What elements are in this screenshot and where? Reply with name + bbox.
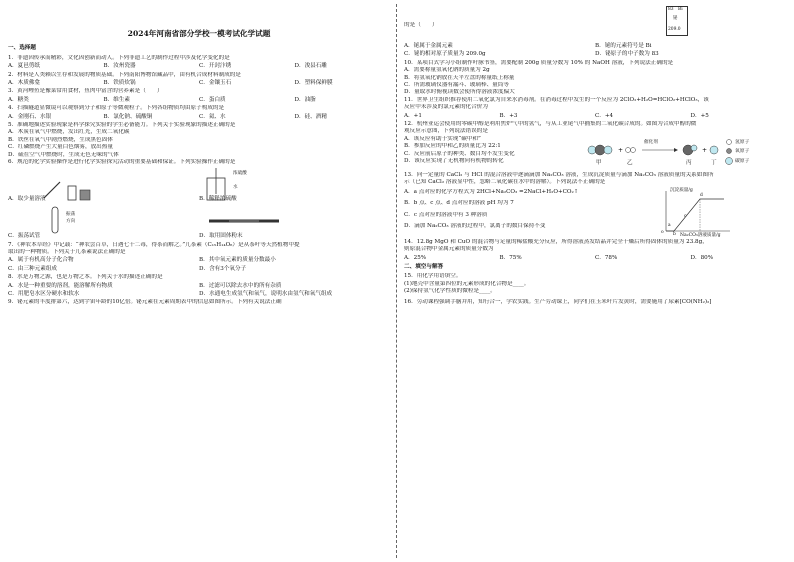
- option-a[interactable]: A．该反应有助于实现“碳中和”: [404, 135, 481, 142]
- question-9-options-2: [404, 51, 786, 58]
- question-9-options-1: [404, 43, 786, 50]
- question-8-options-1: [8, 283, 390, 290]
- option-b[interactable]: B．参加反应的甲和乙的质量比为 22:1: [404, 143, 501, 150]
- question-11-options: [404, 113, 786, 120]
- option-b[interactable]: B．氯化钠、硫酸铜: [103, 113, 153, 120]
- atomic-number: 83: [668, 7, 674, 12]
- point-d: d: [700, 192, 703, 198]
- periodic-cell-bismuth: [666, 6, 688, 36]
- element-name: 铋: [673, 16, 678, 21]
- question-9-continued: [404, 0, 786, 42]
- legend-carbon: 碳原子: [735, 158, 750, 164]
- option-d[interactable]: D．铋原子的中子数为 83: [595, 51, 659, 58]
- question-12-stem: 12．杭州亚运会使用的零碳甲醇是利用焦炉气中的氢气，与从工业尾气中捕集的二氧化碳合成的。如图为合成甲醇的微: [404, 121, 697, 128]
- question-13-options: [404, 189, 578, 231]
- section-heading-choice: 一、选择题: [8, 45, 36, 52]
- question-5-stem: 5．准确地描述实验现象是科学探究实验的学生必备能力。下列关于实验现象的描述正确的是: [8, 122, 236, 129]
- question-7-stem-cont: 取出的一种物质。下列关于儿茶素说法正确的是: [8, 248, 126, 255]
- option-a[interactable]: A．木质佛龛: [8, 80, 41, 87]
- point-o: o: [661, 229, 664, 235]
- x-axis-label: Na₂CO₃溶液质量/g: [680, 232, 721, 238]
- question-8-stem: 8．水是万物之源，也是万物之本。下列关于水的描述正确的是: [8, 274, 163, 281]
- molecule-d-label: 丁: [711, 159, 717, 166]
- point-b: b: [673, 231, 676, 237]
- option-d[interactable]: D．硫在空气中燃烧时，生成无色无味的气体: [8, 151, 119, 158]
- question-14-stem-cont: 则原混合物中金属元素的质量分数为: [404, 246, 494, 253]
- question-3-options: [8, 97, 390, 104]
- element-symbol: Bi: [678, 7, 683, 12]
- option-c-label: C．振荡试管: [8, 232, 41, 239]
- svg-text:+: +: [702, 146, 708, 154]
- option-d[interactable]: D．水通电生成氢气和氧气，说明水由氢气和氧气组成: [199, 290, 333, 297]
- y-axis-label: 沉淀质量/g: [670, 187, 693, 193]
- option-b[interactable]: B．b 点、c 点、d 点对应的溶液 pH 均为 7: [404, 200, 514, 207]
- option-a[interactable]: A．木炭在氧气中燃烧，发出红光，生成二氧化碳: [8, 129, 130, 136]
- point-a: a: [668, 222, 671, 228]
- question-13-stem: 13．向一定量的 CaCl₂ 与 HCl 的混合溶液中逐滴滴加 Na₂CO₃ 溶液，生成沉淀质量与滴加 Na₂CO₃ 溶液质量的关系如图所: [404, 171, 714, 178]
- option-b[interactable]: B．+3: [499, 112, 518, 119]
- option-b[interactable]: B．将氢氧化钠放在天平左盘的称量纸上称量: [404, 74, 515, 81]
- question-1-options: [8, 63, 390, 70]
- option-b-label: B．稀释浓硫酸: [199, 195, 237, 202]
- precipitate-graph: [654, 187, 784, 239]
- question-6-figures-row2: [8, 205, 390, 241]
- option-b[interactable]: B．铁质炊锅: [103, 80, 136, 87]
- option-a-figure[interactable]: [8, 168, 199, 204]
- option-c[interactable]: C．所需玻璃仪器有漏斗、玻璃棒、量筒等: [404, 82, 509, 89]
- question-9-stem-cont: 的是（ ）: [404, 22, 438, 28]
- sulfuric-acid-label: 浓硫酸: [233, 170, 247, 176]
- molecule-c-label: 丙: [686, 159, 692, 166]
- option-b[interactable]: B．铋的元素符号是 Bi: [595, 43, 652, 49]
- option-d[interactable]: D．硅、酒精: [294, 113, 327, 120]
- legend-hydrogen: 氢原子: [735, 139, 750, 145]
- option-b[interactable]: B．汝州瓷器: [103, 63, 136, 70]
- option-d[interactable]: D．塑料保鲜膜: [294, 80, 333, 87]
- question-7-options-1: [8, 257, 390, 264]
- option-a[interactable]: A．a 点对应的化学方程式为 2HCl+Na₂CO₃ =2NaCl+H₂O+CO₂↑: [404, 188, 579, 195]
- question-16-stem: 16．劳动课程强调手脑并用，知行合一，学农实践。生产劳动课上，同学们在玉米叶片发黄时，需要施用了尿素[CO(NH₂)₂]: [404, 298, 712, 305]
- option-a[interactable]: A．25%: [404, 254, 427, 261]
- question-10-stem: 10．某项目式学习小组制作叶脉书签，需要配制 200g 质量分数为 10% 的 NaOH 溶液，下列说法正确的是: [404, 59, 674, 66]
- question-12-stem-cont: 观反应示意图，下列说法错误的是: [404, 128, 488, 135]
- column-divider: [396, 4, 397, 558]
- question-13-stem-cont: 示（已知 CaCl₂ 溶液显中性，忽略二氧化碳在水中的溶解）。下列说法不正确的是: [404, 179, 606, 186]
- option-d[interactable]: D．+5: [690, 112, 709, 119]
- catalyst-label: 催化剂: [644, 139, 658, 145]
- option-b[interactable]: B．其中氧元素的质量分数最小: [199, 257, 276, 264]
- option-a[interactable]: A．糖类: [8, 96, 29, 103]
- question-4-stem: 4．扫描隧道显微镜可以观察到分子和原子等微观粒子。下列各组物质均由原子构成的是: [8, 105, 225, 112]
- option-a[interactable]: A．夏邑剪纸: [8, 63, 41, 70]
- option-b-figure[interactable]: [199, 168, 390, 204]
- molecule-diagram: [582, 136, 782, 170]
- question-6-figures-row1: [8, 168, 390, 204]
- option-a[interactable]: A．+1: [404, 112, 422, 119]
- question-7-stem: 7．《神农本草经》中记载：“神农尝百草，日遇七十二毒，得茶而解之。”儿茶素（C₁₅H₁₄O₆）是从茶叶等天然植物中提: [8, 241, 300, 248]
- option-c[interactable]: C．用肥皂水区分硬水和软水: [8, 290, 80, 297]
- option-b[interactable]: B．75%: [499, 254, 522, 261]
- question-6-stem: 6．规范的化学实验操作是进行化学实验探究活动的重要基础和保证。下列实验操作正确的是: [8, 159, 236, 166]
- option-c[interactable]: C．金镶玉石: [199, 80, 232, 87]
- section-heading-fill: 二、填空与解答: [404, 263, 444, 270]
- question-4-options: [8, 114, 390, 121]
- option-b[interactable]: B．过滤可以除去水中的所有杂质: [199, 282, 282, 289]
- molecule-b-label: 乙: [627, 159, 633, 166]
- question-14-stem: 14．12.8g MgO 和 CuO 的混合物与足量的稀盐酸充分反应，所得溶液蒸发结晶并完全干燥后所得固体的质量为 23.8g，: [404, 238, 708, 245]
- legend-oxygen: 氧原子: [735, 148, 750, 154]
- page-title: 2024年河南省部分学校一模考试化学试题: [127, 29, 271, 38]
- reaction-diagram: [582, 136, 782, 170]
- question-15-part-1[interactable]: (1)地壳中含量第四位的元素形成的化合物是____。: [404, 280, 530, 287]
- option-c[interactable]: C．反应前后原子的种类、数目均不发生变化: [404, 150, 515, 157]
- left-column: [8, 0, 390, 307]
- option-d[interactable]: D．该反应实现了无机物向有机物的转化: [404, 158, 504, 165]
- shake-direction-label: 振荡方向: [66, 211, 76, 224]
- question-9-stem: 9．铋元素的丰度排第六，达到宇宙年龄的10亿倍。铋元素在元素周期表中的信息如图所示。下列有关说法正确: [8, 299, 282, 306]
- question-2-options: [8, 80, 390, 87]
- question-14-options: [404, 255, 786, 262]
- option-c[interactable]: C．蛋白质: [199, 96, 226, 103]
- option-d[interactable]: D．含有3个氧分子: [199, 265, 247, 272]
- option-d[interactable]: D．量取水时俯视读数会使所得溶液浓度偏大: [404, 89, 515, 96]
- option-d[interactable]: D．80%: [690, 254, 714, 261]
- option-a-label: A．取少量溶液: [8, 195, 46, 202]
- question-12-options: [404, 136, 515, 166]
- right-column: [404, 0, 786, 306]
- option-d-figure[interactable]: [199, 205, 390, 241]
- option-c[interactable]: C．铋的相对原子质量为 209.0g: [404, 51, 486, 58]
- option-c[interactable]: C．红磷燃烧产生大量白色烟雾，放出热量: [8, 144, 113, 151]
- svg-text:+: +: [618, 146, 624, 154]
- option-c[interactable]: C．+4: [595, 112, 614, 119]
- option-c[interactable]: C．c 点对应的溶液中有 3 种溶质: [404, 211, 488, 218]
- atomic-mass: 209.0: [668, 27, 681, 32]
- molecule-a-label: 甲: [596, 159, 602, 166]
- question-7-options-2: [8, 266, 390, 273]
- option-a[interactable]: A．金刚石、水银: [8, 113, 52, 120]
- option-d[interactable]: D．油脂: [294, 96, 316, 103]
- option-c-figure[interactable]: [8, 205, 199, 241]
- option-a[interactable]: A．需要称量氢氧化钠的质量为 2g: [404, 67, 490, 74]
- question-15-stem: 15．用化学用语填空。: [404, 273, 462, 280]
- option-b[interactable]: B．维生素: [103, 96, 130, 103]
- point-c: c: [684, 213, 687, 219]
- question-8-options-2: [8, 291, 390, 298]
- option-c[interactable]: C．由三种元素组成: [8, 265, 58, 272]
- option-a[interactable]: A．铋属于金属元素: [404, 43, 453, 49]
- option-b[interactable]: B．铁丝在氧气中剧烈燃烧，生成黑色固体: [8, 136, 113, 143]
- question-11-stem-cont: 反应中未涉及的氯元素的化合价为: [404, 104, 488, 111]
- question-13-block: [404, 187, 786, 239]
- question-1-stem: 1．非遗因传承而精彩，文化因创新而动人。下列非遗工艺的制作过程中涉及化学变化的是: [8, 54, 230, 61]
- question-2-stem: 2．材料是人类赖以生存和发展的物质基础。下列南阳博物馆藏品中，由有机合成材料制成的是: [8, 71, 241, 78]
- question-15-part-2[interactable]: (2)保持氢气化学性质的微粒是____。: [404, 288, 496, 295]
- option-c[interactable]: C．氦、水: [199, 113, 226, 120]
- option-a[interactable]: A．属于有机高分子化合物: [8, 257, 74, 264]
- question-3-stem: 3．黄河鲤鱼是豫菜常用食材，鱼肉中富含的营养素是（ ）: [8, 88, 163, 95]
- option-a[interactable]: A．水是一种重要的溶剂，能溶解所有物质: [8, 282, 113, 289]
- option-d-label: D．取用固体粉末: [199, 232, 243, 239]
- question-11-stem: 11．世界卫生组织推荐使用二氧化氯为自来水消毒剂。在消毒过程中发生的一个反应为 2ClO₂+H₂O=HClO₂+HClO₃，该: [404, 96, 709, 103]
- option-c[interactable]: C．78%: [595, 254, 618, 261]
- option-c[interactable]: C．开封汴绣: [199, 63, 232, 70]
- option-d[interactable]: D．滴加 Na₂CO₃ 溶液的过程中，氯离子的数目保持不变: [404, 222, 546, 229]
- question-12-block: [404, 136, 786, 172]
- water-label: 水: [233, 184, 238, 190]
- option-d[interactable]: D．浚县石雕: [294, 63, 327, 70]
